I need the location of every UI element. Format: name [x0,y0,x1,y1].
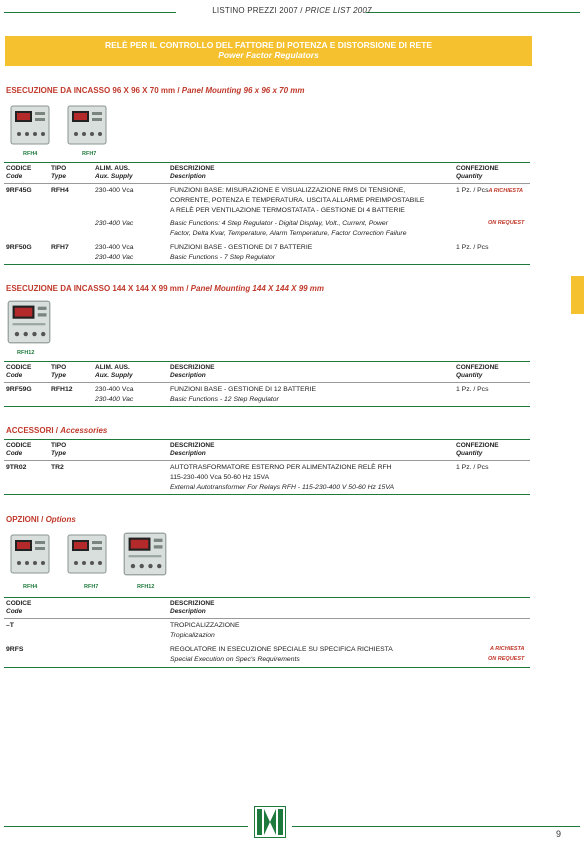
row-aux: 230-400 Vca [95,386,134,393]
row-desc: FUNZIONI BASE: MISURAZIONE E VISUALIZZAZIONE RMS DI TENSIONE, [170,187,406,194]
rfh4-product-image [9,533,51,575]
header-rule [4,382,530,383]
row-quantity: 1 Pz. / Pcs [456,244,489,251]
row-quantity: 1 Pz. / Pcs [456,464,489,471]
table-top-rule [4,597,530,598]
row-desc: AUTOTRASFORMATORE ESTERNO PER ALIMENTAZIONE RELÈ RFH [170,464,392,471]
row-code: 9RF45G [6,187,32,194]
row-desc-en: Special Execution on Spec's Requirements [170,656,300,663]
row-desc: CORRENTE, POTENZA E TEMPERATURA. USCITA ALLARME PREIMPOSTABILE [170,197,425,204]
rfh7-product-image [66,104,108,146]
row-desc: TROPICALIZZAZIONE [170,622,240,629]
caption-rfh12: RFH12 [17,350,35,356]
footer-rule-left [4,826,248,827]
col-aux: ALIM. AUS. Aux. Supply [95,165,133,180]
row-desc: A RELÈ PER VENTILAZIONE TERMOSTATATA - GESTIONE DI 4 BATTERIE [170,207,405,214]
on-request-label: ON REQUEST [488,220,525,226]
on-request-label: A RICHIESTA [490,646,525,652]
row-type: RFH12 [51,386,73,393]
col-desc: DESCRIZIONE Description [170,600,215,615]
row-type: RFH4 [51,187,69,194]
table-top-rule [4,361,530,362]
table-bottom-rule [4,406,530,407]
row-aux-en: 230-400 Vac [95,220,134,227]
row-desc: 115-230-400 Vca 50-60 Hz 15VA [170,474,270,481]
row-quantity: 1 Pz. / Pcs [456,386,489,393]
section-title-options: OPZIONI / Options [6,515,76,524]
header-rule [4,618,530,619]
section-title-panel-96: ESECUZIONE DA INCASSO 96 X 96 X 70 mm / Panel Mounting 96 x 96 x 70 mm [6,86,305,95]
side-tab [571,276,584,314]
col-aux: ALIM. AUS. Aux. Supply [95,364,133,379]
row-aux-en: 230-400 Vac [95,254,134,261]
rfh12-product-image [122,531,168,577]
col-code: CODICE Code [6,600,32,615]
rfh12-product-image [6,299,52,345]
col-pack: CONFEZIONE Quantity [456,442,499,457]
col-code: CODICE Code [6,442,32,457]
rfh4-product-image [9,104,51,146]
row-desc-en: Tropicalizazion [170,632,215,639]
row-desc-en: Basic Functions - 12 Step Regulator [170,396,279,403]
row-desc: FUNZIONI BASE - GESTIONE DI 12 BATTERIE [170,386,317,393]
col-code: CODICE Code [6,165,32,180]
caption-rfh4: RFH4 [23,151,38,157]
caption-rfh4: RFH4 [23,584,38,590]
row-aux: 230-400 Vca [95,187,134,194]
page-number: 9 [556,829,562,839]
table-bottom-rule [4,494,530,495]
caption-rfh7: RFH7 [82,151,97,157]
col-type: TIPO Type [51,364,67,379]
row-desc-en: Basic Functions - 7 Step Regulator [170,254,276,261]
header-rule [4,183,530,184]
category-banner: RELÈ PER IL CONTROLLO DEL FATTORE DI POTENZA E DISTORSIONE DI RETE Power Factor Regulators [5,36,532,66]
caption-rfh12: RFH12 [137,584,155,590]
footer-rule-right [292,826,580,827]
table-bottom-rule [4,667,530,668]
table-top-rule [4,162,530,163]
table-bottom-rule [4,264,530,265]
row-desc-en: Factor, Delta Kvar, Temperature, Alarm Temperature, Factor Correction Failure [170,230,407,237]
col-desc: DESCRIZIONE Description [170,442,215,457]
row-code: 9RF50G [6,244,32,251]
col-code: CODICE Code [6,364,32,379]
rfh7-product-image [66,533,108,575]
row-code: –T [6,622,14,629]
caption-rfh7: RFH7 [84,584,99,590]
header-rule [4,460,530,461]
col-pack: CONFEZIONE Quantity [456,165,499,180]
col-type: TIPO Type [51,165,67,180]
row-quantity: 1 Pz. / PcsA RICHIESTA [456,187,524,194]
row-aux-en: 230-400 Vac [95,396,134,403]
col-type: TIPO Type [51,442,67,457]
row-type: TR2 [51,464,64,471]
table-top-rule [4,439,530,440]
row-code: 9RFS [6,646,24,653]
row-desc: REGOLATORE IN ESECUZIONE SPECIALE SU SPECIFICA RICHIESTA [170,646,393,653]
row-aux: 230-400 Vca [95,244,134,251]
col-pack: CONFEZIONE Quantity [456,364,499,379]
row-desc-en: External Autotransformer For Relays RFH - 115-230-400 V 50-60 Hz 15VA [170,484,395,491]
col-desc: DESCRIZIONE Description [170,364,215,379]
section-title-accessories: ACCESSORI / Accessories [6,426,108,435]
page-header: LISTINO PREZZI 2007 / PRICE LIST 2007 [212,6,372,15]
section-title-panel-144: ESECUZIONE DA INCASSO 144 X 144 X 99 mm / Panel Mounting 144 X 144 X 99 mm [6,284,325,293]
company-logo [254,806,286,838]
row-code: 9TR02 [6,464,27,471]
row-desc: FUNZIONI BASE - GESTIONE DI 7 BATTERIE [170,244,313,251]
on-request-label: ON REQUEST [488,656,525,662]
col-desc: DESCRIZIONE Description [170,165,215,180]
row-code: 9RF59G [6,386,32,393]
row-desc-en: Basic Functions: 4 Step Regulator - Digital Display, Volt., Current, Power [170,220,388,227]
row-type: RFH7 [51,244,69,251]
